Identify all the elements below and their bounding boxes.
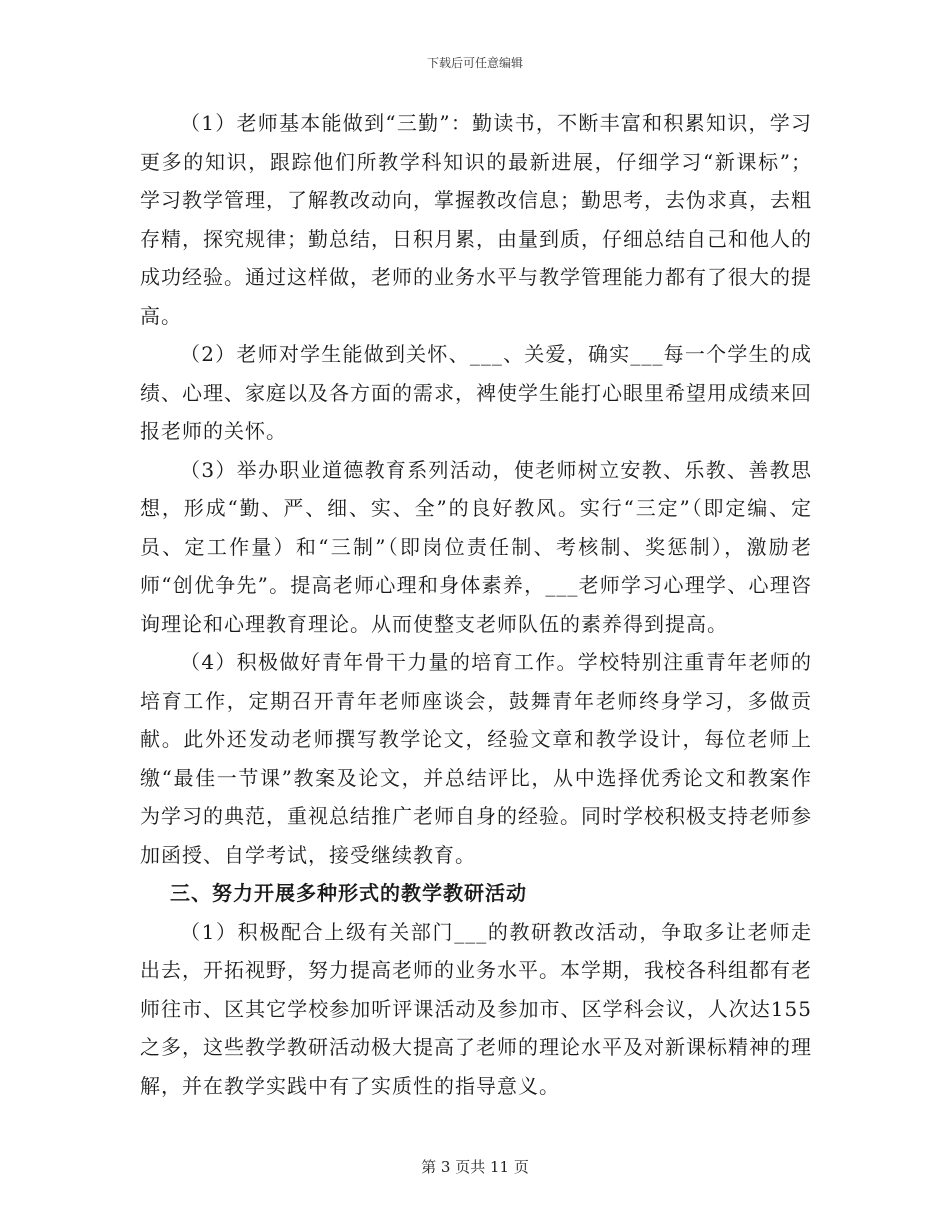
page-header-note: 下载后可任意编辑 bbox=[426, 56, 523, 70]
paragraph-teacher-care-students: （2）老师对学生能做到关怀、___、关爱，确实___每一个学生的成绩、心理、家庭以及各方面的需求，裨使学生能打心眼里希望用成绩来回报老师的关怀。 bbox=[140, 342, 812, 443]
section-heading: 三、努力开展多种形式的教学教研活动 bbox=[170, 881, 527, 905]
paragraph-young-teacher-training: （4）积极做好青年骨干力量的培育工作。学校特别注重青年老师的培育工作，定期召开青年老师座谈会，鼓舞青年老师终身学习，多做贡献。此外还发动老师撰写教学论文，经验文章和教学设计，每位老师上缴“最佳一节课”教案及论文，并总结评比，从中选择优秀论文和教案作为学习的典范，重视总结推广老师自身的经验。同时学校积极支持老师参加函授、自学考试，接受继续教育。 bbox=[140, 650, 812, 867]
paragraph-teacher-three-diligences: （1）老师基本能做到“三勤”：勤读书，不断丰富和积累知识，学习更多的知识，跟踪他们所教学科知识的最新进展，仔细学习“新课标”；学习教学管理，了解教改动向，掌握教改信息；勤思考，去伪求真，去粗存精，探究规律；勤总结，日积月累，由量到质，仔细总结自己和他人的成功经验。通过这样做，老师的业务水平与教学管理能力都有了很大的提高。 bbox=[140, 111, 812, 328]
page-number: 第 3 页共 11 页 bbox=[421, 1158, 529, 1176]
paragraph-professional-ethics: （3）举办职业道德教育系列活动，使老师树立安教、乐教、善教思想，形成“勤、严、细、实、全”的良好教风。实行“三定”（即定编、定员、定工作量）和“三制”（即岗位责任制、考核制、奖惩制），激励老师“创优争先”。提高老师心理和身体素养，___老师学习心理学、心理咨询理论和心理教育理论。从而使整支老师队伍的素养得到提高。 bbox=[140, 457, 812, 636]
paragraph-teaching-research-activities: （1）积极配合上级有关部门___的教研教改活动，争取多让老师走出去，开拓视野，努力提高老师的业务水平。本学期，我校各科组都有老师往市、区其它学校参加听评课活动及参加市、区学科会议，人次达155之多，这些教学教研活动极大提高了老师的理论水平及对新课标精神的理解，并在教学实践中有了实质性的指导意义。 bbox=[140, 919, 812, 1098]
document-body bbox=[140, 104, 812, 1105]
